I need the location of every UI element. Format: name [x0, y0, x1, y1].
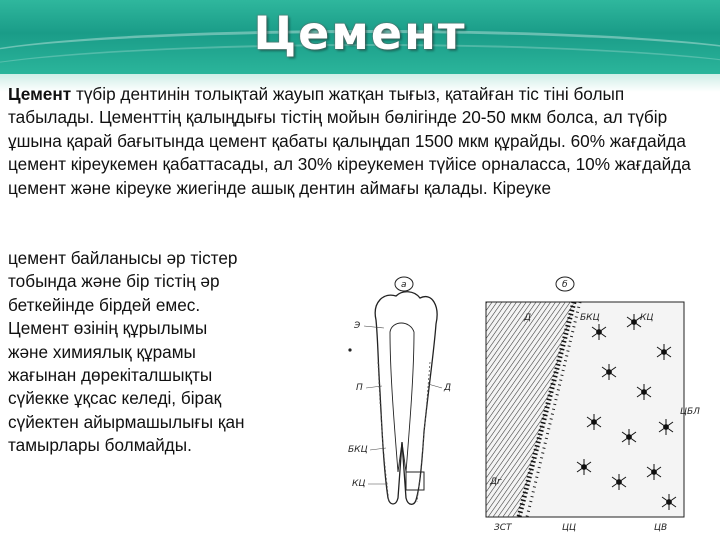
tooth-diagram: [348, 277, 451, 504]
tooth-cementum-figure: [344, 262, 720, 540]
tooth-label: БКЦ: [348, 445, 368, 455]
section-label: ЗСТ: [494, 523, 512, 533]
section-label: ЦВ: [654, 523, 668, 533]
tooth-label: КЦ: [352, 479, 366, 489]
section-label: КЦ: [640, 313, 654, 323]
lead-term: Цемент: [8, 84, 72, 104]
tooth-label: Э: [354, 321, 361, 331]
paragraph-text: түбір дентинін толықтай жауып жатқан тығыз, қатайған тіс тіні болып табылады. Цементтің қалыңдығы тістің мойын бөлігінде 20-50 мкм болса, ал түбір ұшына қарай бағытында цемент қабаты қалыңдап 1500 мкм құрайды. 60% жағдайда цемент кіреукемен қабаттасады, ал 30% кіреукемен түйісе орналасса, 10% жағдайда цемент және кіреуке жиегінде ашық дентин аймағы қалады. Кіреуке: [8, 84, 691, 198]
column-line: және химиялық құрамы: [8, 341, 196, 362]
tooth-label: Д: [444, 383, 452, 393]
section-label: Д: [524, 313, 532, 323]
slide-title: Цемент: [253, 6, 467, 60]
tooth-label: П: [356, 383, 363, 393]
column-line: цемент байланысы әр тістер: [8, 248, 238, 268]
column-line: тобында және бір тістің әр: [8, 271, 220, 292]
section-label: Дг: [490, 477, 502, 487]
section-label: БКЦ: [580, 313, 600, 323]
column-line: тамырлары болмайды.: [8, 435, 192, 456]
section-label: ЦЦ: [562, 523, 576, 533]
column-line: жағынан дөрекіталшықты: [8, 365, 213, 386]
panel-a-label: а: [401, 280, 407, 290]
figure-drawing: [344, 262, 720, 540]
panel-b-label: б: [562, 280, 568, 290]
column-line: сүйекке ұқсас келеді, бірақ: [8, 388, 222, 409]
column-line: сүйектен айырмашылығы қан: [8, 411, 245, 432]
column-text: [8, 247, 343, 458]
main-paragraph: [8, 83, 713, 200]
histology-diagram: [486, 277, 700, 533]
zoom-box: [406, 472, 424, 490]
column-line: беткейінде бірдей емес.: [8, 294, 201, 315]
section-label: ЦБЛ: [680, 407, 700, 417]
column-line: Цемент өзінің құрылымы: [8, 318, 208, 339]
title-banner: [0, 0, 720, 74]
